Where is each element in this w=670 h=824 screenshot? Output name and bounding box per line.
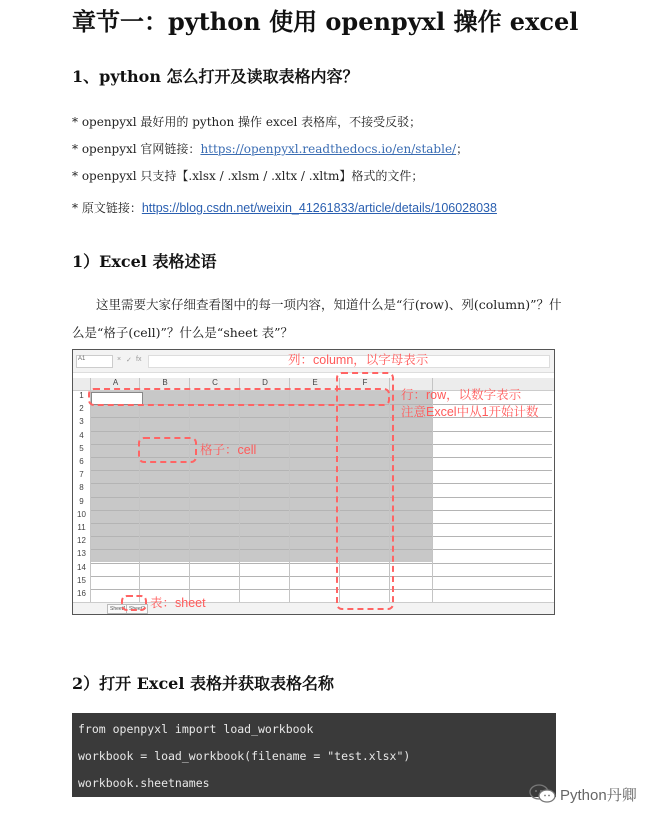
section-heading-open: 2）打开 Excel 表格并获取表格名称 — [72, 674, 335, 693]
row-header: 4 — [79, 430, 84, 440]
paragraph-line: 么是“格子(cell)”？什么是“sheet 表”？ — [72, 325, 293, 340]
intro-paragraph — [72, 291, 632, 347]
code-block — [72, 713, 556, 797]
bullet-item — [72, 113, 421, 130]
sheet-highlight-box — [121, 595, 147, 611]
grid-column-line — [90, 378, 91, 602]
paragraph-line: 这里需要大家仔细查看图中的每一项内容，知道什么是“行(row)、列(column)”？什 — [96, 297, 562, 312]
cell-annotation: 格子：cell — [200, 443, 257, 457]
function-icon: fx — [136, 356, 142, 363]
grid-row-line — [90, 549, 552, 550]
row-header: 2 — [79, 404, 84, 414]
grid-column-line — [239, 378, 240, 602]
bullet-item — [72, 167, 423, 184]
page-title: 章节一：python 使用 openpyxl 操作 excel — [72, 7, 579, 36]
bullet-text: * openpyxl 最好用的 python 操作 excel 表格库，不接受反驳； — [72, 115, 422, 129]
column-header: E — [289, 378, 340, 390]
section-heading-terms: 1）Excel 表格述语 — [72, 252, 217, 271]
code-line: workbook.sheetnames — [78, 776, 210, 790]
column-header: F — [339, 378, 390, 390]
watermark-text: Python丹卿 — [560, 787, 637, 804]
grid-row-line — [90, 576, 552, 577]
row-header: 1 — [79, 391, 84, 400]
grid-column-line — [139, 378, 140, 602]
bullet-item — [72, 199, 497, 216]
confirm-icon: ✓ — [126, 357, 132, 364]
row-annotation: 行：row，以数字表示 — [401, 388, 522, 402]
row-header: 13 — [77, 549, 86, 559]
bullet-item — [72, 140, 468, 157]
row-header: 16 — [77, 589, 86, 598]
grid-row-line — [90, 523, 552, 524]
name-box: A1 — [76, 355, 113, 368]
bullet-suffix: ； — [456, 142, 469, 156]
row-header: 14 — [77, 562, 86, 572]
grid-column-line — [289, 378, 290, 602]
column-header: D — [239, 378, 290, 390]
cell-highlight-box — [138, 437, 197, 463]
row-header: 7 — [79, 470, 84, 480]
bullet-text: * 原文链接： — [72, 201, 142, 215]
sheet-tab-active: Sheet2 — [126, 604, 148, 614]
row-annotation-note: 注意Excel中从1开始计数 — [401, 405, 539, 419]
bullet-text: * openpyxl 只支持【.xlsx / .xlsm / .xltx / .xltm】格式的文件； — [72, 169, 424, 183]
bullet-text: * openpyxl 官网链接： — [72, 142, 201, 156]
section-heading-read: 1、python 怎么打开及读取表格内容？ — [72, 67, 359, 86]
openpyxl-docs-link[interactable]: https://openpyxl.readthedocs.io/en/stable/ — [200, 142, 457, 156]
column-highlight-box — [336, 372, 394, 610]
row-header: 9 — [79, 496, 84, 506]
wechat-icon — [528, 783, 558, 805]
grid-row-line — [90, 497, 552, 498]
column-annotation: 列：column，以字母表示 — [288, 353, 429, 367]
code-line: workbook = load_workbook(filename = "test.xlsx") — [78, 749, 411, 763]
row-header: 12 — [77, 536, 86, 546]
row-header: 15 — [77, 575, 86, 585]
grid-column-line — [189, 378, 190, 602]
row-header: 5 — [79, 443, 84, 453]
column-header: A — [90, 378, 140, 390]
grid-row-line — [90, 431, 552, 432]
grid-row-line — [90, 589, 552, 590]
grid-row-line — [90, 563, 552, 564]
cancel-icon: × — [117, 356, 122, 363]
excel-screenshot-figure — [72, 349, 555, 615]
grid-row-line — [90, 510, 552, 511]
row-header: 3 — [79, 417, 84, 427]
grid-row-line — [90, 470, 552, 471]
row-header: 6 — [79, 457, 84, 466]
row-header: 11 — [77, 523, 86, 532]
column-header: B — [139, 378, 190, 390]
sheet-tab: Sheet1 — [107, 604, 129, 614]
code-line: from openpyxl import load_workbook — [78, 722, 314, 736]
row-header: 8 — [79, 483, 84, 493]
column-header: C — [189, 378, 240, 390]
grid-row-line — [90, 536, 552, 537]
row-header: 10 — [77, 509, 86, 519]
grid-row-line — [90, 483, 552, 484]
source-article-link[interactable]: https://blog.csdn.net/weixin_41261833/article/details/106028038 — [141, 201, 497, 215]
sheet-annotation: 表：sheet — [150, 596, 206, 610]
